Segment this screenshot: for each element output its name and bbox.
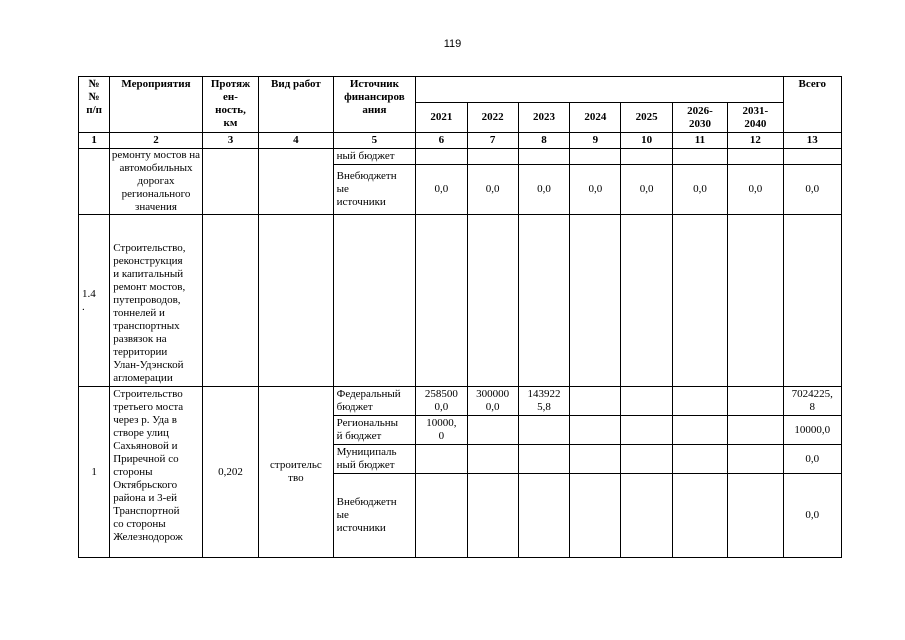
cell-value: 258500 0,0 (416, 387, 467, 416)
cell-value (467, 149, 518, 165)
cell-value: 0,0 (416, 165, 467, 215)
cell-value (672, 416, 727, 445)
column-number: 10 (621, 133, 672, 149)
header-work-type: Вид работ (259, 77, 333, 133)
cell-value: 0,0 (518, 165, 569, 215)
column-number: 7 (467, 133, 518, 149)
header-source: Источник финансиров ания (333, 77, 416, 133)
cell-value: 300000 0,0 (467, 387, 518, 416)
cell-length (202, 149, 258, 215)
cell-value (621, 149, 672, 165)
cell-value (672, 149, 727, 165)
cell-value (416, 445, 467, 474)
cell-value (672, 445, 727, 474)
cell-source: Внебюджетн ые источники (333, 474, 416, 558)
cell-measure: Строительство третьего моста через р. Уда в створе улиц Сахьяновой и Приречной со стороны Октябрьского района и 3-ей Транспортной со стороны Железнодорож (110, 387, 203, 558)
cell-num: 1.4 . (79, 215, 110, 387)
cell-value (570, 149, 621, 165)
cell-total: 0,0 (783, 474, 841, 558)
column-number: 8 (518, 133, 569, 149)
cell-length (202, 215, 258, 387)
cell-value (518, 149, 569, 165)
cell-value (728, 149, 783, 165)
cell-source: ный бюджет (333, 149, 416, 165)
cell-value (621, 474, 672, 558)
column-number: 13 (783, 133, 841, 149)
cell-value (783, 215, 841, 387)
cell-value (570, 445, 621, 474)
cell-value: 0,0 (728, 165, 783, 215)
header-year: 2025 (621, 103, 672, 133)
column-number: 2 (110, 133, 203, 149)
header-length: Протяж ен- ность, км (202, 77, 258, 133)
cell-value (728, 416, 783, 445)
cell-value (621, 416, 672, 445)
cell-source: Федеральный бюджет (333, 387, 416, 416)
cell-value (728, 215, 783, 387)
cell-value (518, 215, 569, 387)
column-number-row (79, 133, 842, 149)
header-year: 2026- 2030 (672, 103, 727, 133)
cell-value (570, 215, 621, 387)
cell-work-type (259, 149, 333, 215)
cell-value (783, 149, 841, 165)
column-number: 1 (79, 133, 110, 149)
cell-value (518, 474, 569, 558)
header-year: 2031- 2040 (728, 103, 783, 133)
cell-value: 0,0 (783, 165, 841, 215)
cell-value (672, 215, 727, 387)
cell-num: 1 (79, 387, 110, 558)
header-total: Всего (783, 77, 841, 133)
cell-value (467, 416, 518, 445)
header-num: № № п/п (79, 77, 110, 133)
cell-source: Внебюджетн ые источники (333, 165, 416, 215)
cell-value: 0,0 (570, 165, 621, 215)
cell-value (570, 416, 621, 445)
cell-value (416, 474, 467, 558)
financing-table (78, 76, 842, 558)
cell-value (728, 445, 783, 474)
column-number: 11 (672, 133, 727, 149)
cell-source: Муниципаль ный бюджет (333, 445, 416, 474)
cell-total: 0,0 (783, 445, 841, 474)
header-year: 2024 (570, 103, 621, 133)
cell-value (672, 387, 727, 416)
column-number: 4 (259, 133, 333, 149)
header-year: 2023 (518, 103, 569, 133)
cell-value: 10000, 0 (416, 416, 467, 445)
cell-value: 0,0 (621, 165, 672, 215)
column-number: 5 (333, 133, 416, 149)
cell-measure: ремонту мостов на автомобильных дорогах регионального значения (110, 149, 203, 215)
header-measures: Мероприятия (110, 77, 203, 133)
column-number: 6 (416, 133, 467, 149)
column-number: 9 (570, 133, 621, 149)
cell-value: 143922 5,8 (518, 387, 569, 416)
table-row (79, 149, 842, 165)
cell-value (570, 474, 621, 558)
cell-total: 7024225, 8 (783, 387, 841, 416)
header-year: 2021 (416, 103, 467, 133)
cell-value (621, 387, 672, 416)
cell-source: Региональны й бюджет (333, 416, 416, 445)
column-number: 3 (202, 133, 258, 149)
page-number: 119 (443, 38, 462, 50)
cell-source (333, 215, 416, 387)
cell-work-type (259, 215, 333, 387)
table-row (79, 387, 842, 416)
cell-value (728, 474, 783, 558)
cell-value (570, 387, 621, 416)
cell-value (621, 215, 672, 387)
cell-value (518, 416, 569, 445)
column-number: 12 (728, 133, 783, 149)
cell-num (79, 149, 110, 215)
table-row (79, 215, 842, 387)
header-year: 2022 (467, 103, 518, 133)
cell-value (416, 149, 467, 165)
cell-value (728, 387, 783, 416)
cell-work-type: строительс тво (259, 387, 333, 558)
cell-value: 0,0 (467, 165, 518, 215)
cell-value (467, 474, 518, 558)
cell-value (416, 215, 467, 387)
cell-value (467, 445, 518, 474)
header-years-group (416, 77, 783, 103)
cell-value (518, 445, 569, 474)
cell-value (621, 445, 672, 474)
cell-value: 0,0 (672, 165, 727, 215)
cell-value (467, 215, 518, 387)
cell-measure: Строительство, реконструкция и капитальный ремонт мостов, путепроводов, тоннелей и транспортных развязок на территории Улан-Удэнской агломерации (110, 215, 203, 387)
cell-total: 10000,0 (783, 416, 841, 445)
cell-value (672, 474, 727, 558)
cell-length: 0,202 (202, 387, 258, 558)
